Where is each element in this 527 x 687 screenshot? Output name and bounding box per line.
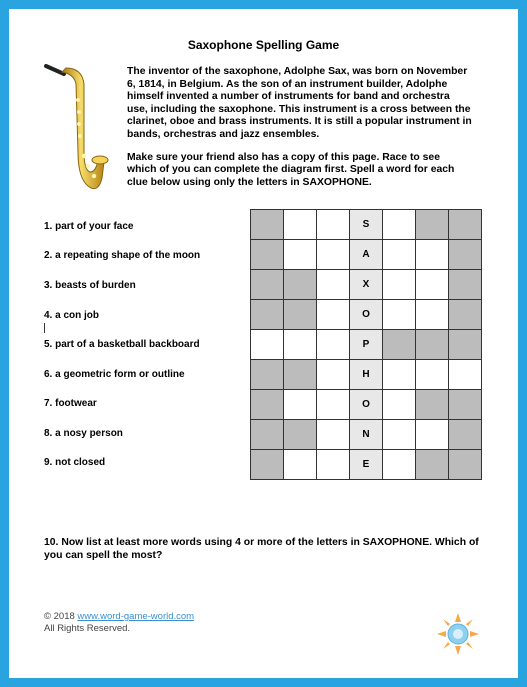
spelling-grid[interactable] <box>250 209 482 480</box>
grid-cell-shaded <box>251 390 284 420</box>
grid-cell-blank[interactable] <box>284 450 317 480</box>
grid-cell-shaded <box>449 330 482 360</box>
grid-cell-blank[interactable] <box>383 420 416 450</box>
grid-cell-blank[interactable] <box>317 450 350 480</box>
grid-key-letter: S <box>350 210 383 240</box>
grid-cell-blank[interactable] <box>317 270 350 300</box>
grid-cell-blank[interactable] <box>383 300 416 330</box>
grid-cell-blank[interactable] <box>317 210 350 240</box>
grid-cell-blank[interactable] <box>317 420 350 450</box>
clue-item: 2. a repeating shape of the moon <box>44 250 201 261</box>
page-title: Saxophone Spelling Game <box>187 38 340 52</box>
rights-text: All Rights Reserved. <box>44 623 131 634</box>
grid-cell-blank[interactable] <box>416 270 449 300</box>
grid-cell-shaded <box>449 450 482 480</box>
grid-key-letter: H <box>350 360 383 390</box>
grid-cell-blank[interactable] <box>383 450 416 480</box>
grid-cell-blank[interactable] <box>284 210 317 240</box>
grid-cell-blank[interactable] <box>449 360 482 390</box>
clue-item: 3. beasts of burden <box>44 280 136 291</box>
grid-key-letter: X <box>350 270 383 300</box>
grid-cell-shaded <box>284 420 317 450</box>
website-link[interactable]: www.word-game-world.com <box>77 611 195 622</box>
grid-cell-blank[interactable] <box>317 390 350 420</box>
grid-cell-blank[interactable] <box>383 240 416 270</box>
grid-cell-shaded <box>251 300 284 330</box>
footer <box>44 611 194 635</box>
grid-cell-blank[interactable] <box>383 360 416 390</box>
grid-cell-shaded <box>251 270 284 300</box>
grid-key-letter: P <box>350 330 383 360</box>
grid-cell-shaded <box>416 210 449 240</box>
sun-compass-logo-icon <box>437 613 479 655</box>
grid-cell-blank[interactable] <box>251 330 284 360</box>
clue-item: 7. footwear <box>44 398 97 409</box>
grid-cell-shaded <box>449 420 482 450</box>
clue-item: 4. a con job <box>44 310 100 321</box>
grid-cell-blank[interactable] <box>284 240 317 270</box>
clue-item: 8. a nosy person <box>44 428 123 439</box>
intro-paragraph-history: The inventor of the saxophone, Adolphe Sax, was born on November 6, 1814, in Belgium. As the son of an instrument builder, Adolphe himself invented a number of instruments for band and orchestra use, including the saxophone. This instrument is a cross between the clarinet, oboe and brass instruments. It is still a popular instrument in bands, orchestras and jazz ensembles. <box>127 66 472 140</box>
grid-cell-blank[interactable] <box>416 240 449 270</box>
clue-item: 1. part of your face <box>44 221 134 232</box>
intro-text <box>127 66 472 199</box>
saxophone-illustration <box>40 60 110 205</box>
grid-key-letter: O <box>350 300 383 330</box>
grid-cell-blank[interactable] <box>284 330 317 360</box>
grid-cell-blank[interactable] <box>383 270 416 300</box>
intro-paragraph-instructions: Make sure your friend also has a copy of this page. Race to see which of you can complete the diagram first. Spell a word for each clue below using only the letters in SAXOPHONE. <box>127 151 455 188</box>
grid-cell-shaded <box>449 390 482 420</box>
grid-cell-shaded <box>416 330 449 360</box>
grid-cell-shaded <box>251 450 284 480</box>
copyright-text: © 2018 <box>44 611 75 622</box>
grid-cell-blank[interactable] <box>317 360 350 390</box>
grid-cell-shaded <box>449 270 482 300</box>
grid-cell-shaded <box>383 330 416 360</box>
grid-cell-shaded <box>416 450 449 480</box>
clue-item: 6. a geometric form or outline <box>44 369 185 380</box>
grid-key-letter: N <box>350 420 383 450</box>
grid-key-letter: O <box>350 390 383 420</box>
grid-key-letter: A <box>350 240 383 270</box>
grid-cell-blank[interactable] <box>284 390 317 420</box>
grid-cell-blank[interactable] <box>416 300 449 330</box>
grid-cell-blank[interactable] <box>317 330 350 360</box>
grid-cell-shaded <box>284 360 317 390</box>
clue-item: 5. part of a basketball backboard <box>44 339 200 350</box>
grid-cell-shaded <box>251 210 284 240</box>
grid-cell-blank[interactable] <box>416 420 449 450</box>
grid-cell-shaded <box>251 240 284 270</box>
grid-cell-shaded <box>251 420 284 450</box>
text-cursor <box>44 323 45 333</box>
grid-cell-shaded <box>284 270 317 300</box>
grid-cell-blank[interactable] <box>383 390 416 420</box>
grid-cell-blank[interactable] <box>383 210 416 240</box>
grid-cell-shaded <box>251 360 284 390</box>
grid-cell-shaded <box>284 300 317 330</box>
grid-key-letter: E <box>350 450 383 480</box>
final-question: 10. Now list at least more words using 4 or more of the letters in SAXOPHONE. Which of you can spell the most? <box>44 537 479 561</box>
grid-cell-shaded <box>449 240 482 270</box>
grid-cell-blank[interactable] <box>317 240 350 270</box>
grid-cell-shaded <box>449 210 482 240</box>
grid-cell-blank[interactable] <box>416 360 449 390</box>
clue-item: 9. not closed <box>44 457 106 468</box>
grid-cell-shaded <box>416 390 449 420</box>
grid-cell-shaded <box>449 300 482 330</box>
grid-cell-blank[interactable] <box>317 300 350 330</box>
